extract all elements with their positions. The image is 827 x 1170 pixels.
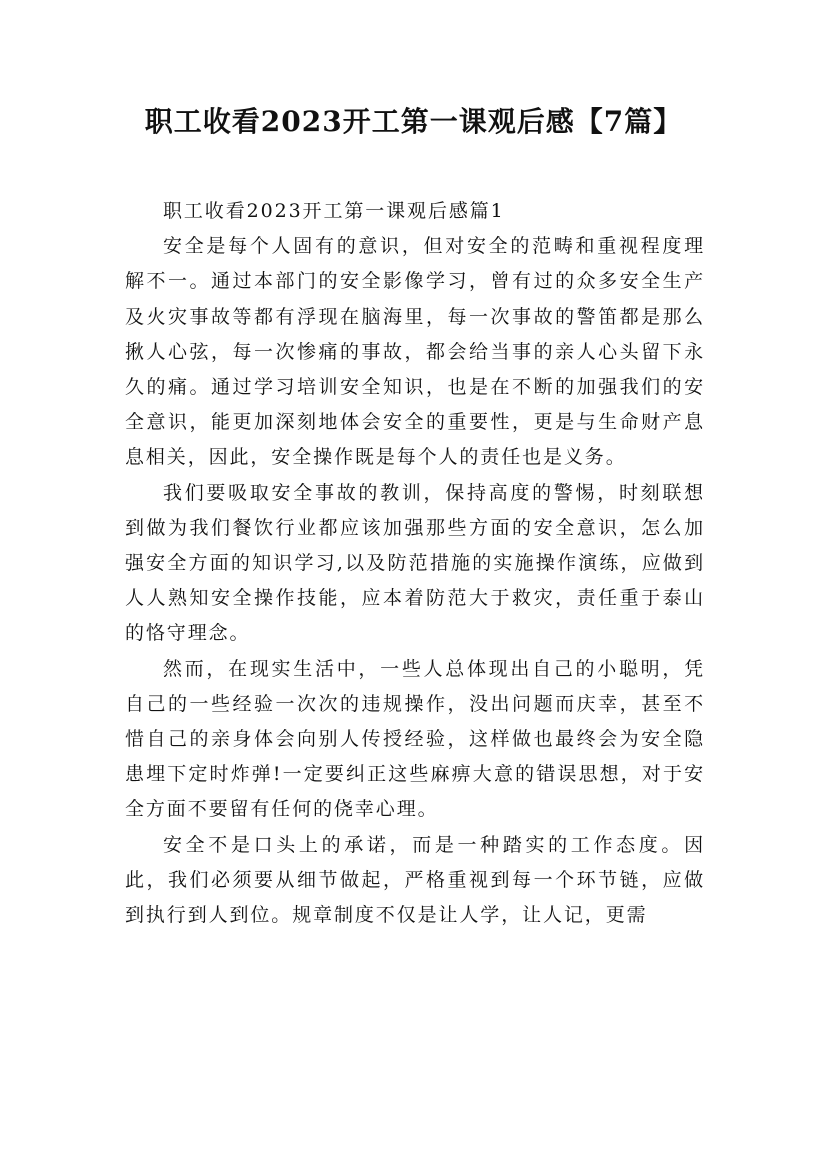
document-body [125,194,705,933]
paragraph: 我们要吸取安全事故的教训，保持高度的警惕，时刻联想到做为我们餐饮行业都应该加强那些方面的安全意识，怎么加强安全方面的知识学习,以及防范措施的实施操作演练，应做到人人熟知安全操作技能，应本着防范大于救灾，责任重于泰山的恪守理念。 [125,481,705,645]
section-heading: 职工收看2023开工第一课观后感篇1 [163,200,505,222]
paragraph: 安全不是口头上的承诺，而是一种踏实的工作态度。因此，我们必须要从细节做起，严格重视到每一个环节链，应做到执行到人到位。规章制度不仅是让人学，让人记，更需 [125,833,705,927]
document-title: 职工收看2023开工第一课观后感【7篇】 [144,105,683,138]
paragraph: 然而，在现实生活中，一些人总体现出自己的小聪明，凭自己的一些经验一次次的违规操作，没出问题而庆幸，甚至不惜自己的亲身体会向别人传授经验，这样做也最终会为安全隐患埋下定时炸弹!一定要纠正这些麻痹大意的错误思想，对于安全方面不要留有任何的侥幸心理。 [125,657,705,821]
paragraph: 安全是每个人固有的意识，但对安全的范畴和重视程度理解不一。通过本部门的安全影像学习，曾有过的众多安全生产及火灾事故等都有浮现在脑海里，每一次事故的警笛都是那么揪人心弦，每一次惨痛的事故，都会给当事的亲人心头留下永久的痛。通过学习培训安全知识，也是在不断的加强我们的安全意识，能更加深刻地体会安全的重要性，更是与生命财产息息相关，因此，安全操作既是每个人的责任也是义务。 [125,235,705,469]
